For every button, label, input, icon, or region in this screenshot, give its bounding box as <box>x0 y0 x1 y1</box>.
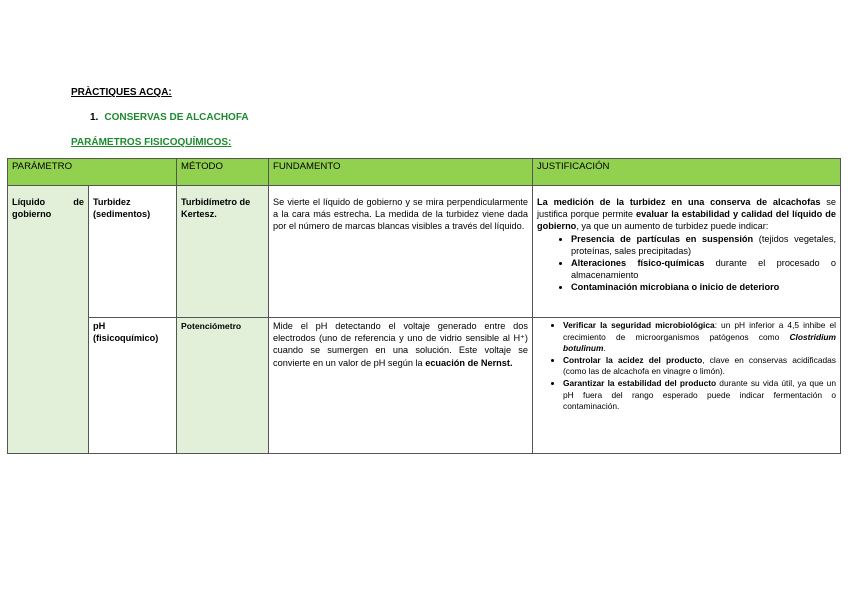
just-text: evaluar la estabilidad y calidad del líquido de gobierno <box>537 209 836 232</box>
bullet-bold: Alteraciones físico-químicas <box>571 258 705 269</box>
justification-cell <box>533 186 841 318</box>
bullet-text: . <box>603 343 606 354</box>
fundamento-cell: Se vierte el líquido de gobierno y se mira perpendicularmente a la cara más estrecha. La medida de la turbidez viene dada por el número de marcas blancas visibles a través del líquido. <box>269 186 533 318</box>
header-parametro: PARÁMETRO <box>8 159 177 186</box>
table-row <box>8 186 841 318</box>
bullet-text: (tejidos vegetales, proteínas, sales precipitadas) <box>571 233 837 256</box>
list-item <box>571 281 836 293</box>
bullet-bold: Controlar la acidez del producto <box>563 354 703 365</box>
param-cell: Turbidez (sedimentos) <box>89 186 177 318</box>
header-fundamento: FUNDAMENTO <box>269 159 533 186</box>
fund-text-bold: ecuación de Nernst. <box>425 357 513 368</box>
bullet-text: durante el procesado o almacenamiento <box>571 258 836 281</box>
method-cell: Potenciómetro <box>177 318 269 454</box>
bullet-bold: Verificar la seguridad microbiológica <box>563 320 715 330</box>
justification-list <box>537 320 836 413</box>
list-number: 1. <box>90 112 99 123</box>
table-row <box>8 318 841 454</box>
parameters-table <box>7 158 841 454</box>
just-text: La medición de la turbidez en una conserva de alcachofas <box>537 197 821 207</box>
just-text: se justifica porque permite <box>537 197 836 220</box>
list-item <box>571 233 836 257</box>
list-item-text: CONSERVAS DE ALCACHOFA <box>104 112 249 123</box>
page-heading: PRÀCTIQUES ACQA: <box>71 87 172 98</box>
method-cell: Turbidímetro de Kertesz. <box>177 186 269 318</box>
justification-cell <box>533 318 841 454</box>
header-justificacion: JUSTIFICACIÓN <box>533 159 841 186</box>
group-label-cell: Líquido de gobierno <box>8 186 89 454</box>
justification-list <box>537 233 836 294</box>
just-text: , ya que un aumento de turbidez puede indicar: <box>576 221 769 232</box>
fundamento-cell <box>269 318 533 454</box>
fund-text: Mide el pH detectando el voltaje generado entre dos electrodos (uno de referencia y uno de vidrio sensible al H⁺) cuando se sumergen en una solución. Este voltaje se convierte en un valor de pH según la <box>273 321 528 368</box>
list-item <box>563 355 836 378</box>
bullet-italic: Clostridium botulinum <box>563 331 836 354</box>
list-item <box>563 378 836 413</box>
list-item <box>563 320 836 355</box>
bullet-text: : un pH inferior a 4,5 inhibe el crecimiento de microorganismos patógenos como <box>563 320 836 342</box>
numbered-list-item <box>90 112 249 123</box>
header-metodo: MÉTODO <box>177 159 269 186</box>
bullet-bold: Garantizar la estabilidad del producto <box>563 377 717 388</box>
table-header-row <box>8 159 841 186</box>
bullet-text: durante su vida útil, ya que un pH fuera del rango esperado puede indicar fermentación o contaminación. <box>563 377 836 412</box>
bullet-text: , clave en conservas acidificadas (como las de alcachofa en vinagre o limón). <box>563 354 836 377</box>
section-subheading: PARÁMETROS FISICOQUÍMICOS: <box>71 137 232 148</box>
list-item <box>571 257 836 281</box>
param-cell: pH (fisicoquímico) <box>89 318 177 454</box>
bullet-bold: Contaminación microbiana o inicio de deterioro <box>571 282 780 293</box>
bullet-bold: Presencia de partículas en suspensión <box>571 233 754 244</box>
